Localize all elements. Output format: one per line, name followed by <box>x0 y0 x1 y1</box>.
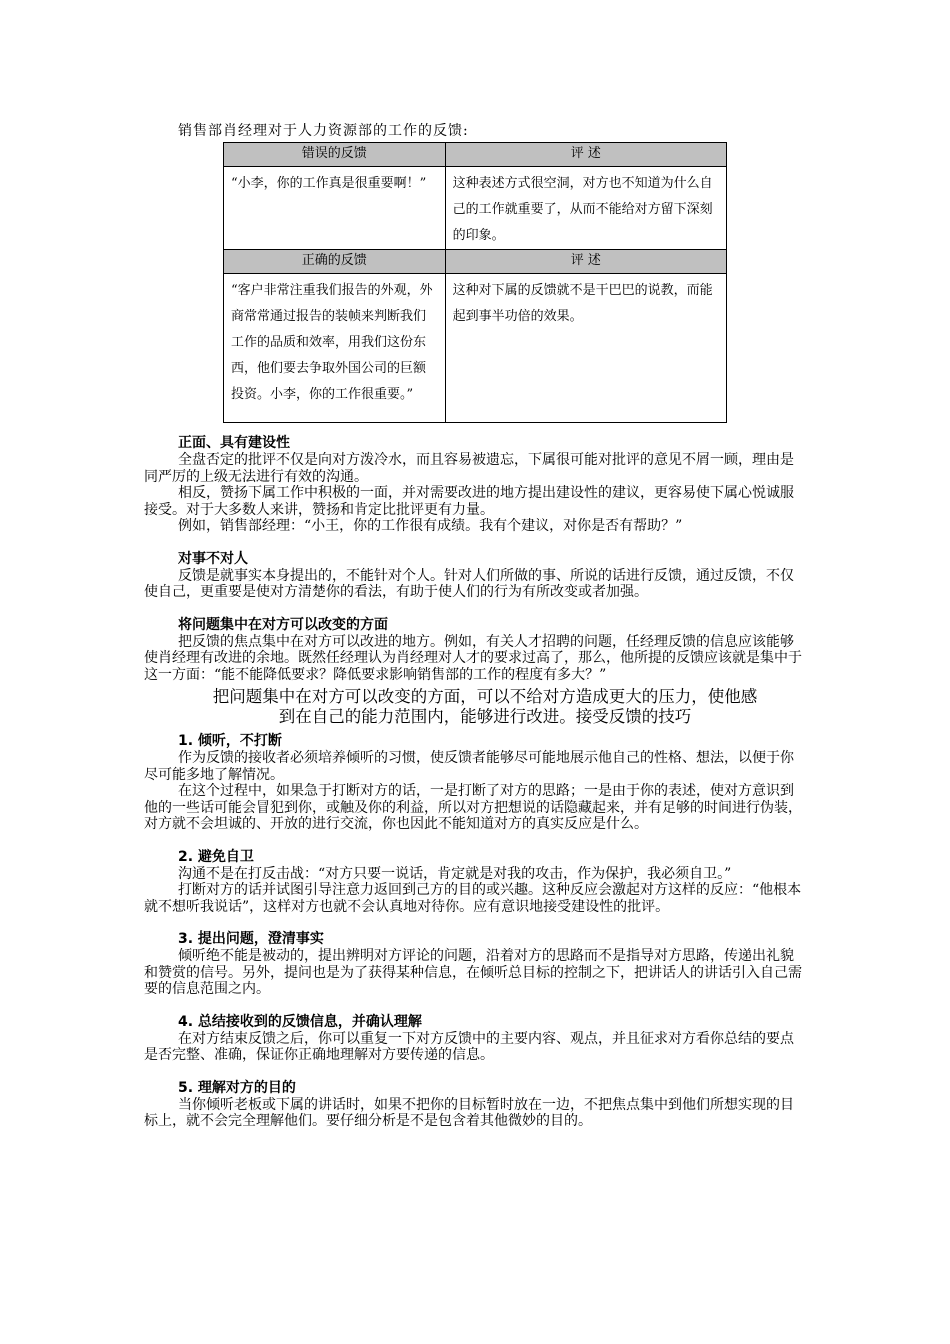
table-row <box>224 143 727 167</box>
table-row <box>224 250 727 274</box>
tip-title: 4. 总结接收到的反馈信息，并确认理解 <box>178 1013 422 1030</box>
paragraph: 例如，销售部经理：“小王，你的工作很有成绩。我有个建议，对你是否有帮助？” <box>178 518 683 534</box>
paragraph: 倾听绝不能是被动的，提出辨明对方评论的问题，沿着对方的思路而不是指导对方思路，传递出礼貌和赞赏的信号。另外，提问也是为了获得某种信息，在倾听总目标的控制之下，把讲话人的讲话引入自己需要的信息范围之内。 <box>144 948 802 997</box>
table-row <box>224 167 727 250</box>
comment-header-2: 评 述 <box>445 250 726 274</box>
wrong-comment-cell: 这种表述方式很空洞，对方也不知道为什么自己的工作就重要了，从而不能给对方留下深刻的印象。 <box>445 167 726 250</box>
wrong-feedback-header: 错误的反馈 <box>224 143 446 167</box>
paragraph: 相反，赞扬下属工作中积极的一面，并对需要改进的地方提出建设性的建议，更容易使下属心悦诚服接受。对于大多数人来讲，赞扬和肯定比批评更有力量。 <box>144 485 794 518</box>
wrong-feedback-cell: “小李，你的工作真是很重要啊！” <box>224 167 446 250</box>
section-title: 正面、具有建设性 <box>178 435 290 451</box>
comment-header: 评 述 <box>445 143 726 167</box>
paragraph: 在对方结束反馈之后，你可以重复一下对方反馈中的主要内容、观点，并且征求对方看你总结的要点是否完整、准确，保证你正确地理解对方要传递的信息。 <box>144 1030 794 1063</box>
tip-title: 3. 提出问题，澄清事实 <box>178 931 324 947</box>
paragraph: 反馈是就事实本身提出的，不能针对个人。针对人们所做的事、所说的话进行反馈，通过反馈，不仅使自己，更重要是使对方清楚你的看法，有助于使人们的行为有所改变或者加强。 <box>144 567 794 600</box>
main-content <box>144 435 806 1130</box>
paragraph: 沟通不是在打反击战：“对方只要一说话，肯定就是对我的攻击，作为保护，我必须自卫。” <box>178 865 732 882</box>
paragraph: 全盘否定的批评不仅是向对方泼冷水，而且容易被遗忘，下属很可能对批评的意见不屑一顾，理由是同严厉的上级无法进行有效的沟通。 <box>144 452 794 485</box>
paragraph: 当你倾听老板或下属的讲话时，如果不把你的目标暂时放在一边，不把焦点集中到他们所想实现的目标上，就不会完全理解他们。要仔细分析是不是包含着其他微妙的目的。 <box>144 1096 794 1129</box>
feedback-table <box>223 142 727 423</box>
section-title: 对事不对人 <box>178 550 248 567</box>
intro-line: 销售部肖经理对于人力资源部的工作的反馈: <box>178 123 469 139</box>
right-comment-cell: 这种对下属的反馈就不是干巴巴的说教，而能起到事半功倍的效果。 <box>445 274 726 423</box>
right-feedback-header: 正确的反馈 <box>224 250 446 274</box>
emphasis-line: 到在自己的能力范围内，能够进行改进。接受反馈的技巧 <box>278 707 692 726</box>
paragraph: 打断对方的话并试图引导注意力返回到己方的目的或兴趣。这种反应会激起对方这样的反应：“他根本就不想听我说话”，这样对方也就不会认真地对待你。应有意识地接受建设性的批评。 <box>144 882 802 915</box>
tip-title: 2. 避免自卫 <box>178 848 254 865</box>
paragraph: 作为反馈的接收者必须培养倾听的习惯，使反馈者能够尽可能地展示他自己的性格、想法，以便于你尽可能多地了解情况。 <box>144 750 794 783</box>
section-title: 将问题集中在对方可以改变的方面 <box>178 616 388 633</box>
right-feedback-cell: “客户非常注重我们报告的外观，外商常常通过报告的装帧来判断我们工作的品质和效率，用我们这份东西，他们要去争取外国公司的巨额投资。小李，你的工作很重要。” <box>224 274 446 423</box>
paragraph: 把反馈的焦点集中在对方可以改进的地方。例如，有关人才招聘的问题，任经理反馈的信息应该能够使肖经理有改进的余地。既然任经理认为肖经理对人才的要求过高了，那么，他所提的反馈应该就是集中于这一方面：“能不能降低要求？降低要求影响销售部的工作的程度有多大？” <box>144 633 802 683</box>
paragraph: 在这个过程中，如果急于打断对方的话，一是打断了对方的思路；一是由于你的表述，使对方意识到他的一些话可能会冒犯到你，或触及你的利益，所以对方把想说的话隐藏起来，并有足够的时间进行伪装，对方就不会坦诚的、开放的进行交流，你也因此不能知道对方的真实反应是什么。 <box>144 783 802 832</box>
emphasis-block <box>144 687 806 727</box>
tip-title: 1. 倾听，不打断 <box>178 733 282 749</box>
table-row <box>224 274 727 423</box>
emphasis-line: 把问题集中在对方可以改变的方面，可以不给对方造成更大的压力，使他感 <box>212 687 758 706</box>
tip-title: 5. 理解对方的目的 <box>178 1079 296 1096</box>
